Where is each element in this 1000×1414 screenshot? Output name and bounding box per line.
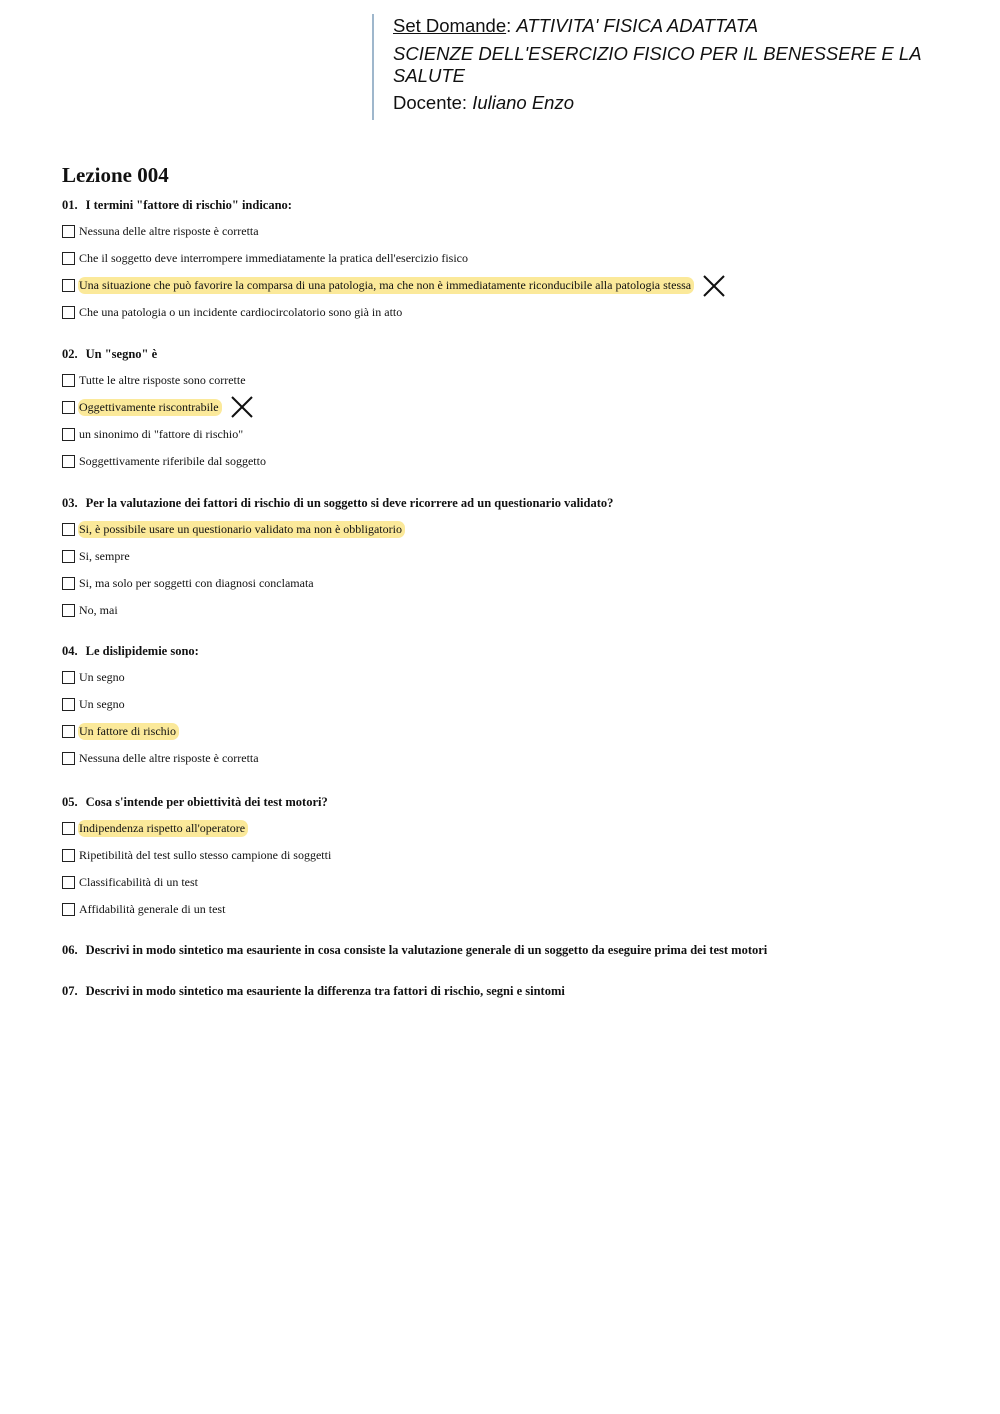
question-number: 01. [62, 198, 78, 212]
answer-option [62, 548, 133, 564]
course-line [393, 15, 962, 37]
answer-text: Ripetibilità del test sullo stesso campione di soggetti [79, 847, 332, 862]
set-colon: : [506, 15, 517, 36]
question-text: Cosa s'intende per obiettività dei test motori? [85, 795, 328, 809]
document-header [372, 14, 962, 120]
answer-text: Classificabilità di un test [79, 875, 198, 890]
answer-option [62, 576, 317, 592]
question-02 [62, 347, 157, 362]
answer-text: Si, è possibile usare un questionario validato ma non è obbligatorio [78, 521, 405, 538]
answer-option [62, 223, 262, 239]
answer-checkbox[interactable] [62, 306, 75, 319]
answer-option [62, 250, 471, 266]
teacher-label: Docente: [393, 92, 473, 113]
question-text: Per la valutazione dei fattori di rischio di un soggetto si deve ricorrere ad un questionario validato? [85, 496, 614, 510]
answer-text: un sinonimo di "fattore di rischio" [79, 427, 244, 442]
question-text: Un "segno" è [85, 347, 158, 361]
answer-option-highlighted [62, 278, 726, 294]
answer-checkbox[interactable] [62, 849, 75, 862]
question-number: 05. [62, 795, 78, 809]
answer-text: Oggettivamente riscontrabile [78, 399, 222, 416]
question-06 [62, 943, 767, 958]
answer-option-highlighted [62, 399, 254, 415]
answer-text: Un segno [79, 696, 125, 711]
answer-checkbox[interactable] [62, 822, 75, 835]
answer-checkbox[interactable] [62, 225, 75, 238]
answer-text: Si, sempre [79, 548, 130, 563]
answer-text: Affidabilità generale di un test [79, 902, 226, 917]
answer-text: Soggettivamente riferibile dal soggetto [79, 454, 266, 469]
answer-checkbox[interactable] [62, 523, 75, 536]
answer-text: Nessuna delle altre risposte è corretta [79, 751, 259, 766]
answer-checkbox[interactable] [62, 374, 75, 387]
answer-checkbox[interactable] [62, 876, 75, 889]
question-01 [62, 198, 292, 213]
answer-text: Nessuna delle altre risposte è corretta [79, 223, 259, 238]
answer-text: Una situazione che può favorire la comparsa di una patologia, ma che non è immediatamente riconducibile alla patologia stessa [78, 277, 694, 294]
question-03 [62, 496, 613, 511]
answer-checkbox[interactable] [62, 252, 75, 265]
answer-text: Si, ma solo per soggetti con diagnosi conclamata [79, 576, 314, 591]
answer-text: Un fattore di rischio [78, 723, 179, 740]
answer-option-highlighted [62, 724, 179, 740]
answer-checkbox[interactable] [62, 279, 75, 292]
question-number: 02. [62, 347, 78, 361]
answer-checkbox[interactable] [62, 903, 75, 916]
answer-option-highlighted [62, 521, 405, 537]
question-number: 04. [62, 644, 78, 658]
cross-icon [230, 395, 254, 419]
question-text: Le dislipidemie sono: [85, 644, 199, 658]
answer-option-highlighted [62, 820, 248, 836]
answer-option [62, 696, 128, 712]
cross-icon [702, 274, 726, 298]
answer-text: Che il soggetto deve interrompere immediatamente la pratica dell'esercizio fisico [79, 250, 469, 265]
answer-option [62, 875, 201, 891]
answer-option [62, 751, 262, 767]
answer-option [62, 603, 121, 619]
answer-option [62, 454, 269, 470]
question-04 [62, 644, 199, 659]
question-number: 07. [62, 984, 78, 998]
answer-checkbox[interactable] [62, 698, 75, 711]
answer-checkbox[interactable] [62, 725, 75, 738]
question-text: Descrivi in modo sintetico ma esauriente in cosa consiste la valutazione generale di un soggetto da eseguire prima dei test motori [85, 943, 768, 957]
answer-option [62, 372, 249, 388]
set-label: Set Domande [393, 15, 507, 36]
answer-text: Indipendenza rispetto all'operatore [78, 820, 248, 837]
answer-option [62, 902, 228, 918]
teacher-name: Iuliano Enzo [472, 92, 575, 113]
answer-checkbox[interactable] [62, 428, 75, 441]
answer-option [62, 427, 246, 443]
question-05 [62, 795, 328, 810]
answer-text: Un segno [79, 669, 125, 684]
question-number: 06. [62, 943, 78, 957]
question-number: 03. [62, 496, 78, 510]
degree-line-1: SCIENZE DELL'ESERCIZIO FISICO PER IL BENESSERE E LA [393, 43, 922, 64]
question-07 [62, 984, 565, 999]
answer-checkbox[interactable] [62, 577, 75, 590]
question-text: Descrivi in modo sintetico ma esauriente la differenza tra fattori di rischio, segni e sintomi [85, 984, 565, 998]
answer-checkbox[interactable] [62, 604, 75, 617]
answer-text: No, mai [79, 603, 118, 618]
answer-option [62, 669, 128, 685]
degree-title [393, 43, 962, 87]
answer-checkbox[interactable] [62, 550, 75, 563]
lesson-title: Lezione 004 [62, 163, 169, 187]
answer-checkbox[interactable] [62, 671, 75, 684]
answer-checkbox[interactable] [62, 455, 75, 468]
answer-checkbox[interactable] [62, 401, 75, 414]
answer-option [62, 847, 334, 863]
question-text: I termini "fattore di rischio" indicano: [85, 198, 292, 212]
teacher-line [393, 92, 962, 114]
answer-checkbox[interactable] [62, 752, 75, 765]
answer-text: Tutte le altre risposte sono corrette [79, 372, 246, 387]
answer-option [62, 305, 405, 321]
course-title: ATTIVITA' FISICA ADATTATA [516, 15, 759, 36]
degree-line-2: SALUTE [393, 65, 465, 86]
answer-text: Che una patologia o un incidente cardiocircolatorio sono già in atto [79, 305, 403, 320]
